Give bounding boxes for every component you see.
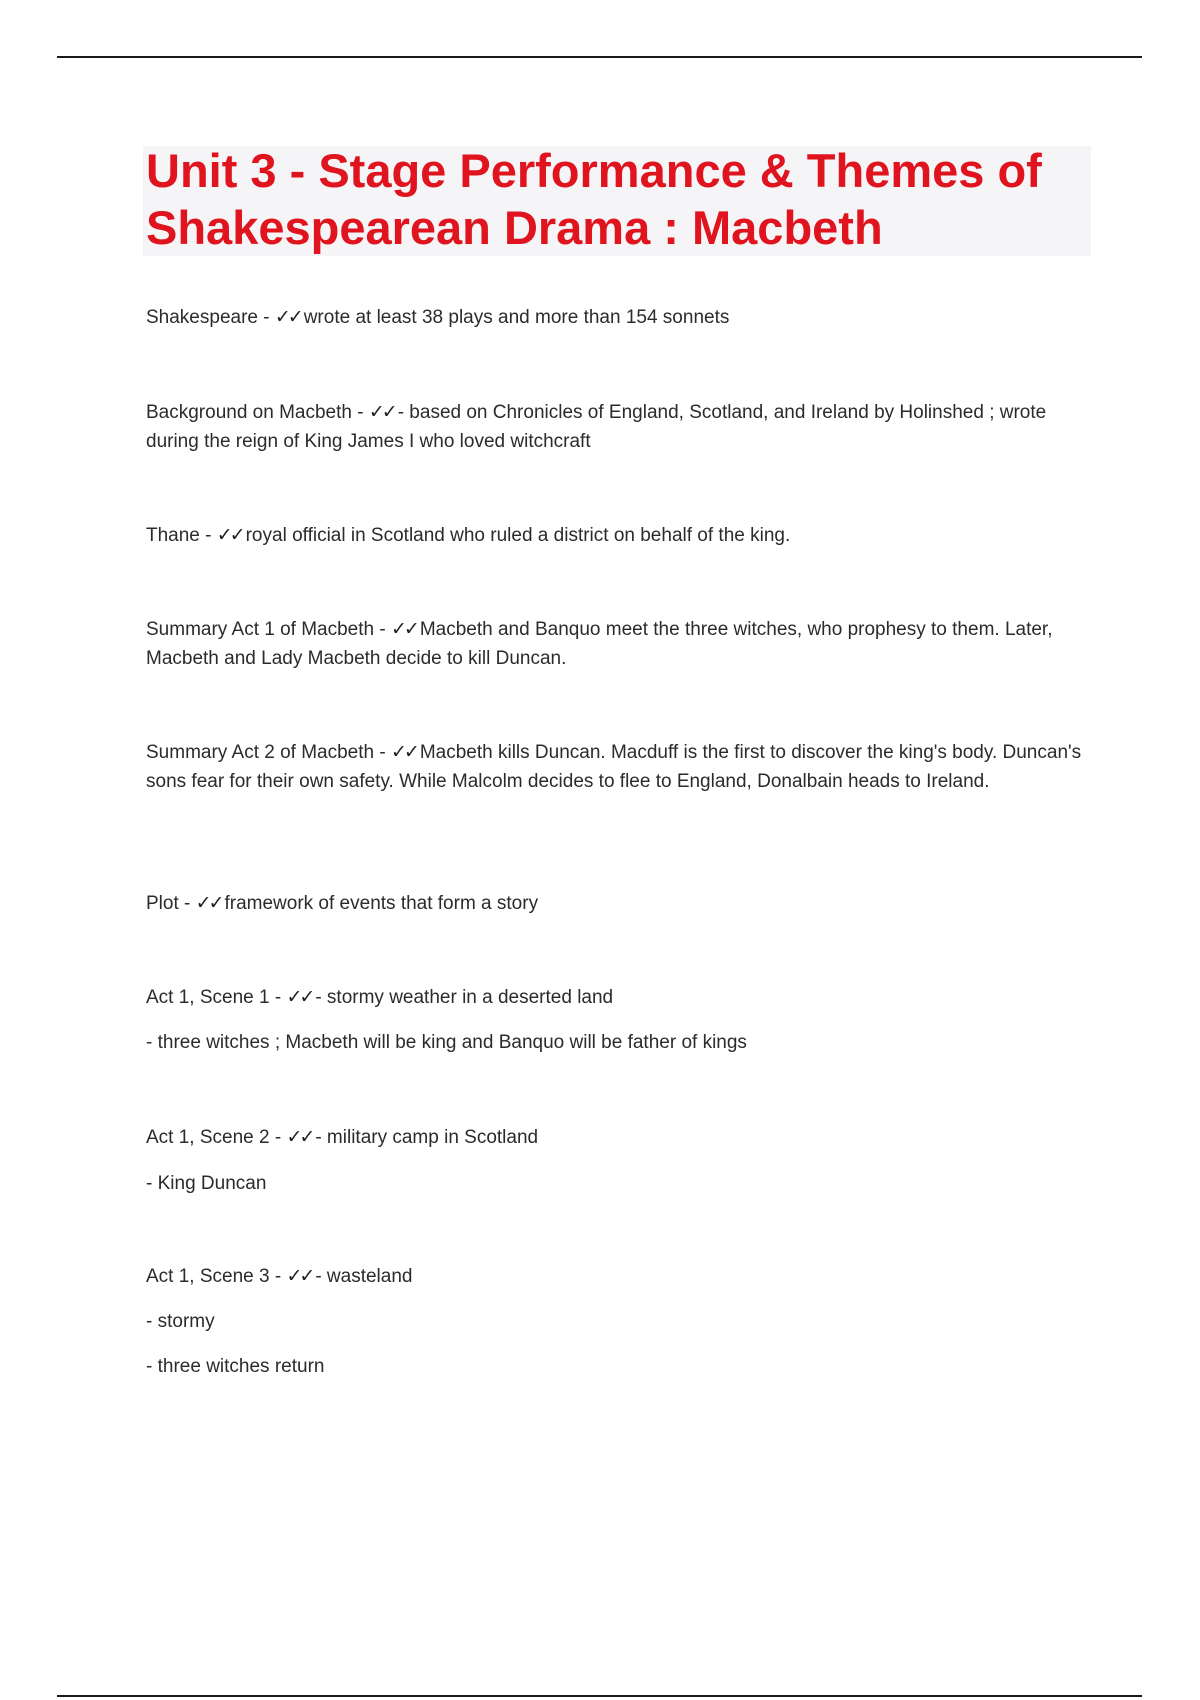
entry-definition: framework of events that form a story (224, 893, 539, 914)
entry-background-on-macbeth (146, 398, 1086, 456)
header-rule (57, 56, 1142, 58)
check-icon: ✓✓ (368, 401, 395, 423)
entry-text (146, 1262, 1086, 1291)
entry-plot (146, 889, 1086, 918)
entry-summary-act-1 (146, 615, 1086, 673)
entry-term: Thane - (146, 525, 217, 546)
entry-act-1-scene-2 (146, 1123, 1086, 1198)
entry-text (146, 303, 1086, 332)
entry-term: Act 1, Scene 2 - (146, 1127, 287, 1148)
check-icon: ✓✓ (195, 892, 222, 914)
entry-term: Summary Act 1 of Macbeth - (146, 619, 391, 640)
entry-act-1-scene-3 (146, 1262, 1086, 1381)
entry-subitem: - three witches ; Macbeth will be king and Banquo will be father of kings (146, 1032, 747, 1053)
document-title: Unit 3 - Stage Performance & Themes of Shakespearean Drama : Macbeth (146, 144, 1042, 254)
entry-term: Act 1, Scene 1 - (146, 987, 287, 1008)
check-icon: ✓✓ (286, 1265, 313, 1287)
check-icon: ✓✓ (390, 618, 417, 640)
check-icon: ✓✓ (390, 741, 417, 763)
entry-definition: - wasteland (315, 1266, 413, 1287)
entry-definition: - based on Chronicles of England, Scotland, and Ireland by Holinshed ; wrote during the reign of King James I who loved witchcraft (146, 402, 1047, 452)
entry-definition: Macbeth kills Duncan. Macduff is the first to discover the king's body. Duncan's sons fear for their own safety. While Malcolm decides to flee to England, Donalbain heads to Ireland. (146, 742, 1082, 792)
entry-act-1-scene-1 (146, 983, 1086, 1057)
entry-term: Background on Macbeth - (146, 402, 369, 423)
entry-subitem: - King Duncan (146, 1173, 267, 1194)
entry-text (146, 615, 1086, 673)
entry-text (146, 983, 1086, 1012)
check-icon: ✓✓ (286, 1126, 313, 1148)
entry-term: Act 1, Scene 3 - (146, 1266, 287, 1287)
entry-subitem: - stormy (146, 1311, 215, 1332)
entry-text (146, 1123, 1086, 1152)
entry-definition: - stormy weather in a deserted land (315, 987, 614, 1008)
entry-text (146, 521, 1086, 550)
entry-thane (146, 521, 1086, 550)
entry-definition: wrote at least 38 plays and more than 154 sonnets (303, 307, 730, 328)
entry-term: Plot - (146, 893, 196, 914)
check-icon: ✓✓ (274, 306, 301, 328)
entry-text (146, 738, 1086, 796)
footer-rule (57, 1695, 1142, 1697)
check-icon: ✓✓ (216, 524, 243, 546)
entry-text (146, 398, 1086, 456)
check-icon: ✓✓ (286, 986, 313, 1008)
entry-definition: royal official in Scotland who ruled a district on behalf of the king. (245, 525, 791, 546)
entry-definition: - military camp in Scotland (315, 1127, 539, 1148)
entry-text (146, 889, 1086, 918)
entry-term: Shakespeare - (146, 307, 275, 328)
entry-summary-act-2 (146, 738, 1086, 796)
entry-definition: Macbeth and Banquo meet the three witches, who prophesy to them. Later, Macbeth and Lady Macbeth decide to kill Duncan. (146, 619, 1053, 669)
entry-shakespeare (146, 303, 1086, 332)
entry-term: Summary Act 2 of Macbeth - (146, 742, 391, 763)
entry-subitem: - three witches return (146, 1356, 325, 1377)
